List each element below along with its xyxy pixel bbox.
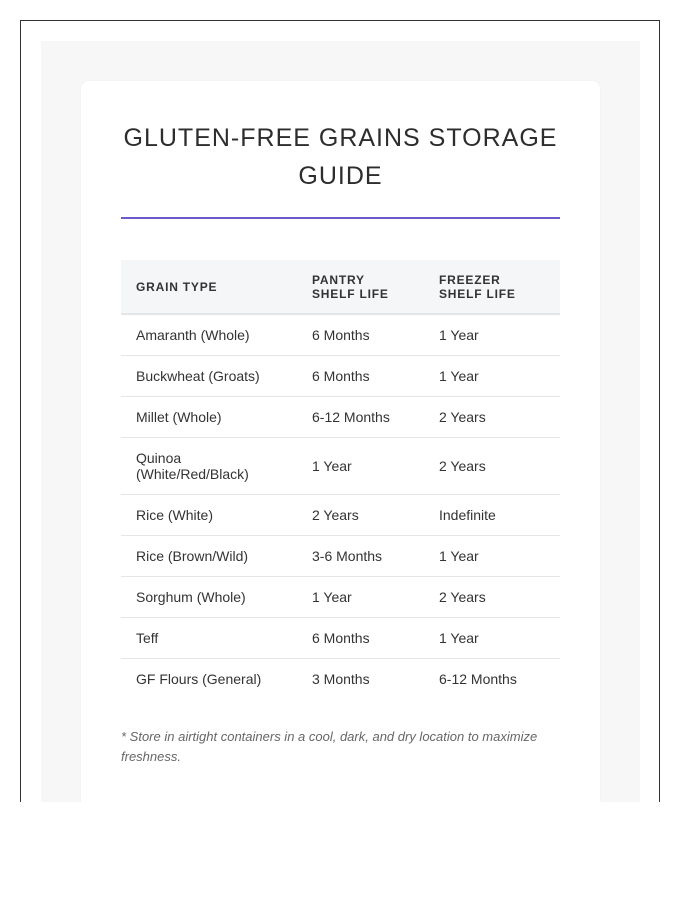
footnote: * Store in airtight containers in a cool, dark, and dry location to maximize freshness.	[121, 729, 538, 764]
pantry-shelf-life-cell: 6-12 Months	[297, 397, 424, 438]
table-row	[121, 618, 560, 659]
header-freezer-shelf-life: FREEZER SHELF LIFE	[424, 260, 560, 314]
grain-type-cell: Sorghum (Whole)	[121, 577, 297, 618]
table-row	[121, 659, 560, 700]
freezer-shelf-life-cell: 1 Year	[424, 356, 560, 397]
grain-type-cell: Teff	[121, 618, 297, 659]
pantry-shelf-life-cell: 6 Months	[297, 314, 424, 356]
table-row	[121, 314, 560, 356]
header-pantry-shelf-life: PANTRY SHELF LIFE	[297, 260, 424, 314]
freezer-shelf-life-cell: 6-12 Months	[439, 671, 517, 687]
pantry-shelf-life-cell: 1 Year	[297, 577, 424, 618]
freezer-shelf-life-cell: 2 Years	[424, 577, 560, 618]
pantry-shelf-life-cell: 6 Months	[297, 618, 424, 659]
table-row	[121, 577, 560, 618]
freezer-shelf-life-cell: 1 Year	[424, 314, 560, 356]
freezer-shelf-life-cell: 1 Year	[424, 536, 560, 577]
page-frame	[20, 20, 660, 802]
table-row	[121, 356, 560, 397]
grain-type-cell: Amaranth (Whole)	[121, 314, 297, 356]
page-title: GLUTEN-FREE GRAINS STORAGE GUIDE	[123, 124, 558, 190]
grain-type-cell: Rice (White)	[121, 495, 297, 536]
grain-type-cell: Buckwheat (Groats)	[121, 356, 297, 397]
grain-type-cell: GF Flours (General)	[136, 671, 262, 687]
pantry-shelf-life-cell: 1 Year	[297, 438, 424, 495]
storage-table	[121, 260, 560, 699]
header-grain-type: GRAIN TYPE	[121, 260, 297, 314]
pantry-shelf-life-cell: 6 Months	[297, 356, 424, 397]
pantry-shelf-life-cell: 3 Months	[312, 671, 370, 687]
pantry-shelf-life-cell: 2 Years	[297, 495, 424, 536]
title-divider	[121, 217, 560, 219]
freezer-shelf-life-cell: 1 Year	[424, 618, 560, 659]
table-row	[121, 495, 560, 536]
freezer-shelf-life-cell: Indefinite	[424, 495, 560, 536]
guide-card	[81, 81, 600, 802]
freezer-shelf-life-cell: 2 Years	[424, 438, 560, 495]
grain-type-cell: Rice (Brown/Wild)	[121, 536, 297, 577]
table-row	[121, 438, 560, 495]
grain-type-cell: Quinoa (White/Red/Black)	[121, 438, 297, 495]
table-row	[121, 536, 560, 577]
pantry-shelf-life-cell: 3-6 Months	[297, 536, 424, 577]
table-row	[121, 397, 560, 438]
table-header-row	[121, 260, 560, 314]
freezer-shelf-life-cell: 2 Years	[424, 397, 560, 438]
grain-type-cell: Millet (Whole)	[121, 397, 297, 438]
page-background	[41, 41, 640, 802]
